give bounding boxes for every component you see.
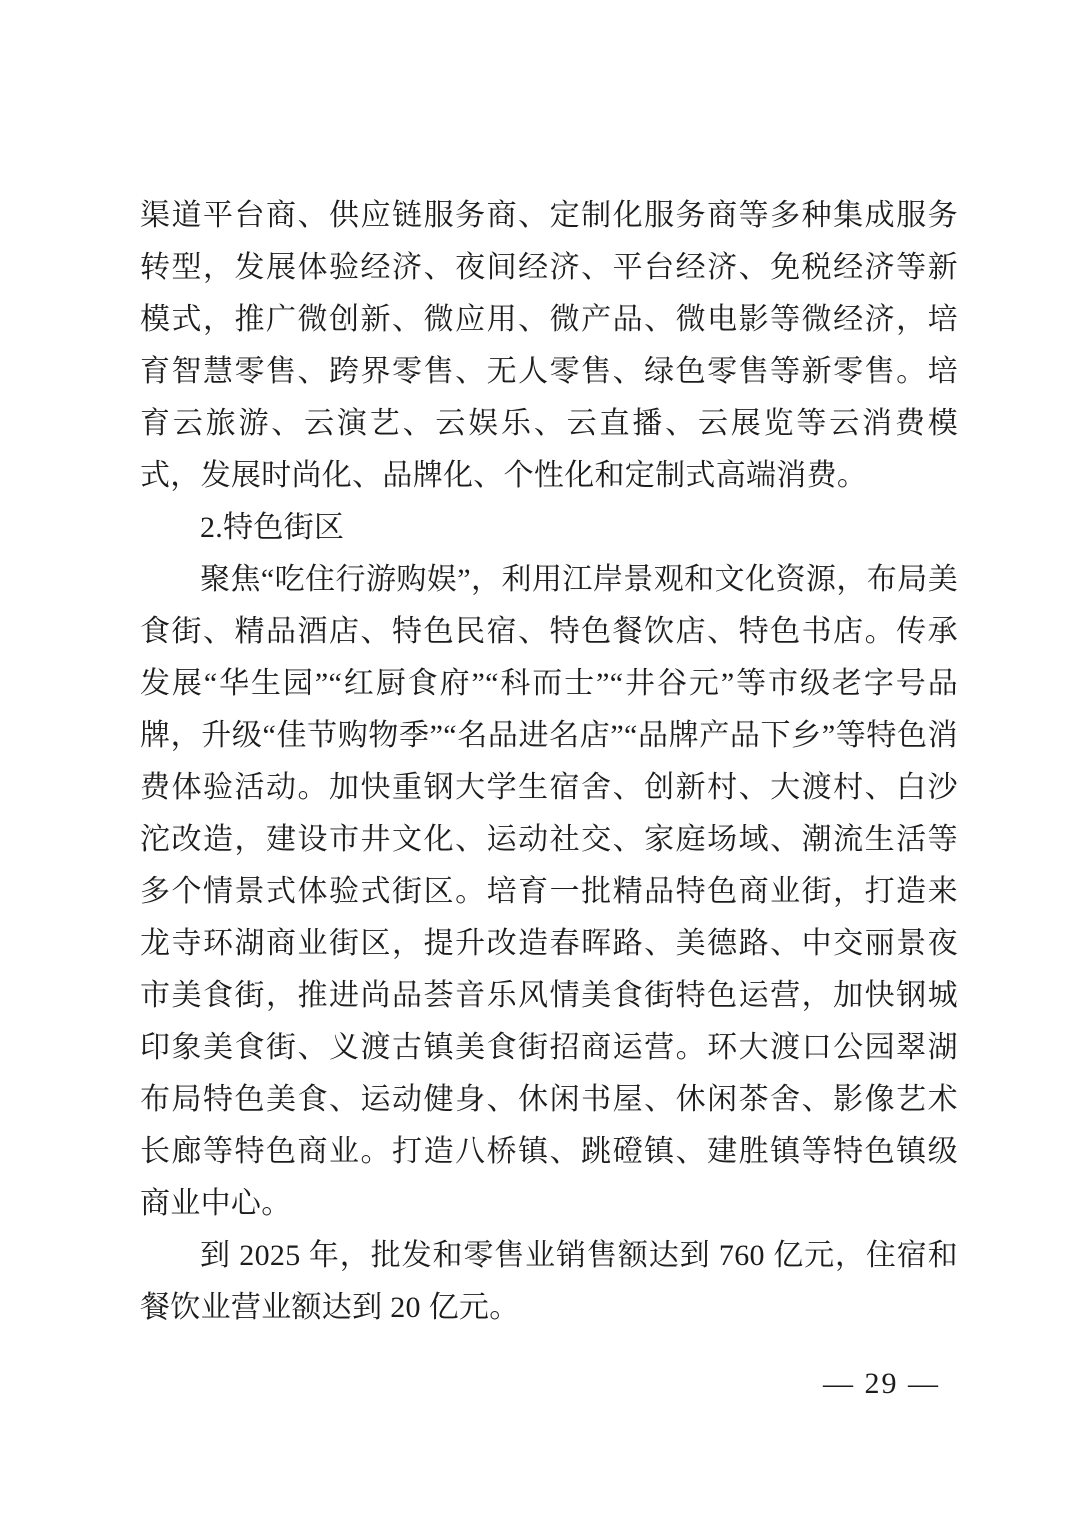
section-heading-special-streets: 2.特色街区 — [200, 511, 345, 544]
page-number: — 29 — — [823, 1367, 940, 1400]
paragraph-2025-targets: 到 2025 年，批发和零售业销售额达到 760 亿元，住宿和餐饮业营业额达到 20 亿元。 — [140, 1239, 958, 1324]
paragraph-special-streets-detail: 聚焦“吃住行游购娱”，利用江岸景观和文化资源，布局美食街、精品酒店、特色民宿、特色餐饮店、特色书店。传承发展“华生园”“红厨食府”“科而士”“井谷元”等市级老字号品牌，升级“佳节购物季”“名品进名店”“品牌产品下乡”等特色消费体验活动。加快重钢大学生宿舍、创新村、大渡村、白沙沱改造，建设市井文化、运动社交、家庭场域、潮流生活等多个情景式体验式街区。培育一批精品特色商业街，打造来龙寺环湖商业街区，提升改造春晖路、美德路、中交丽景夜市美食街，推进尚品荟音乐风情美食街特色运营，加快钢城印象美食街、义渡古镇美食街招商运营。环大渡口公园翠湖布局特色美食、运动健身、休闲书屋、休闲茶舍、影像艺术长廊等特色商业。打造八桥镇、跳磴镇、建胜镇等特色镇级商业中心。 — [140, 563, 958, 1220]
document-body — [140, 190, 958, 1334]
paragraph-new-business-models: 渠道平台商、供应链服务商、定制化服务商等多种集成服务转型，发展体验经济、夜间经济、平台经济、免税经济等新模式，推广微创新、微应用、微产品、微电影等微经济，培育智慧零售、跨界零售、无人零售、绿色零售等新零售。培育云旅游、云演艺、云娱乐、云直播、云展览等云消费模式，发展时尚化、品牌化、个性化和定制式高端消费。 — [140, 199, 958, 492]
